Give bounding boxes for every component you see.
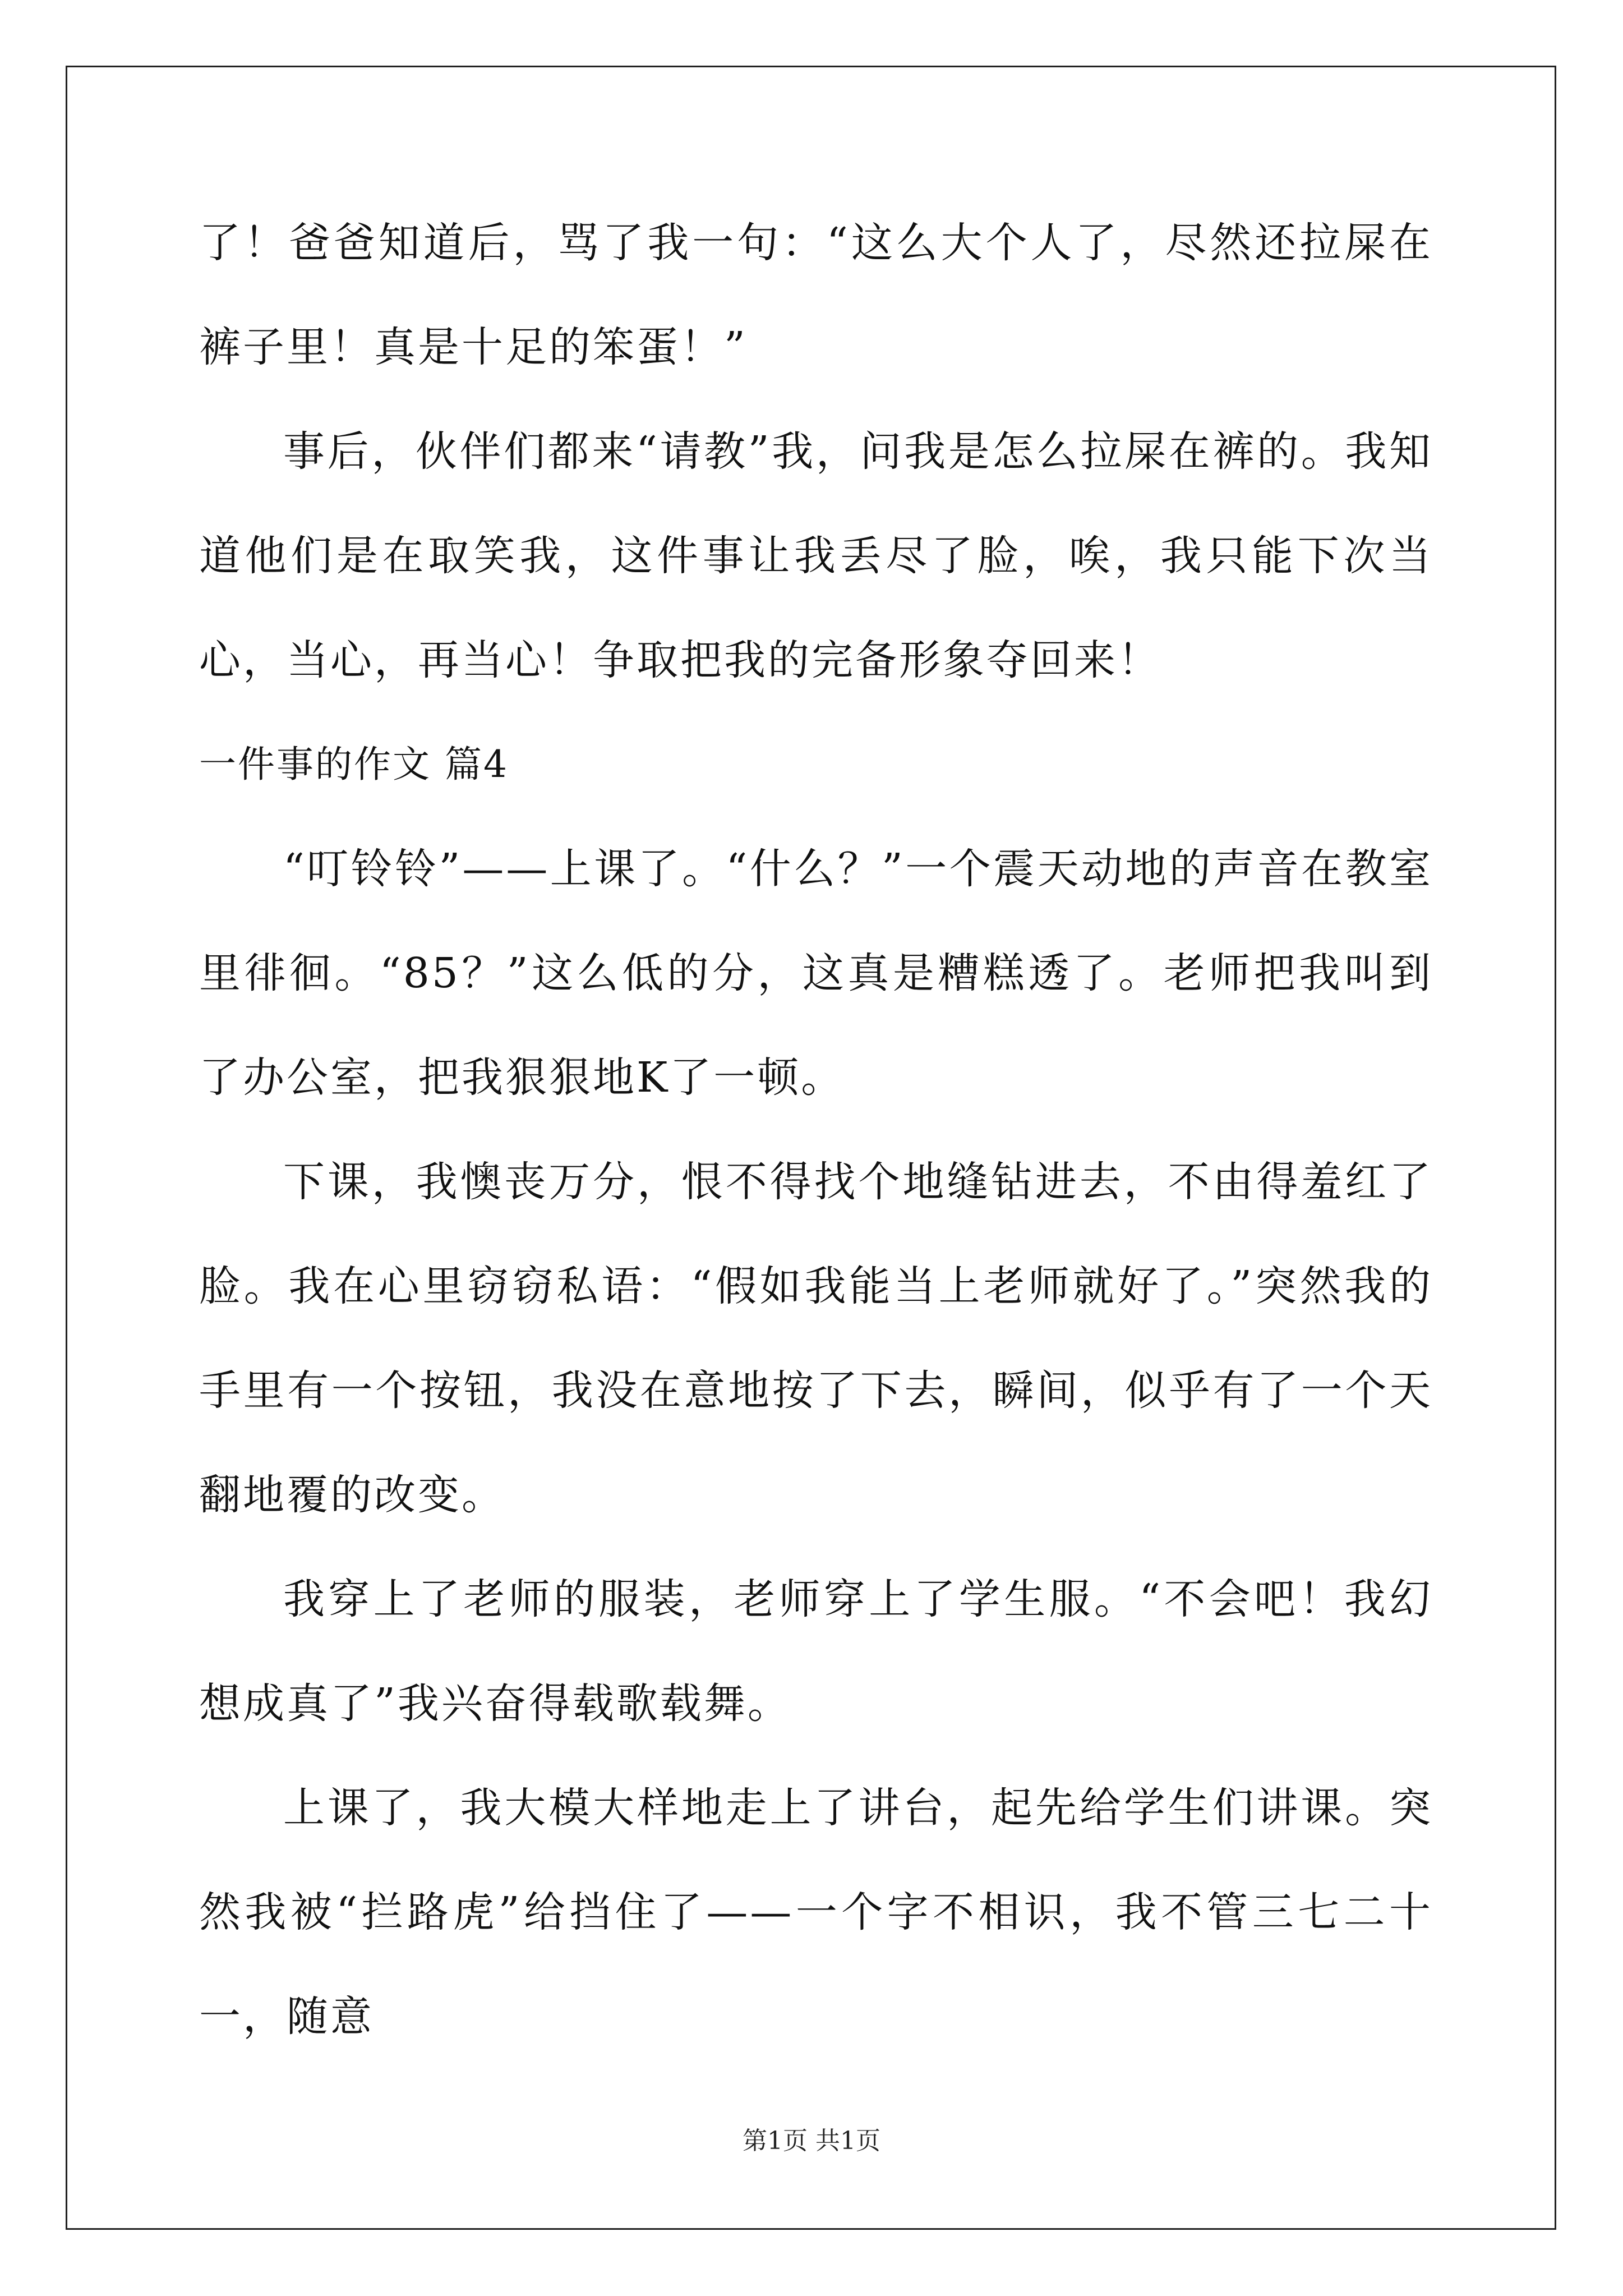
section-title: 一件事的作文 篇4 [199, 743, 509, 786]
document-body [199, 191, 1433, 2069]
section-paragraph-3: 我穿上了老师的服装，老师穿上了学生服。“不会吧！我幻想成真了”我兴奋得载歌载舞。 [199, 1575, 1433, 1728]
paragraph-2: 事后，伙伴们都来“请教”我，问我是怎么拉屎在裤的。我知道他们是在取笑我，这件事让我丢尽了脸，唉，我只能下次当心，当心，再当心！争取把我的完备形象夺回来！ [199, 427, 1433, 684]
page-footer: 第1页 共1页 [743, 2127, 880, 2155]
section-paragraph-1: “叮铃铃”——上课了。“什么？”一个震天动地的声音在教室里徘徊。“85？”这么低的分，这真是糟糕透了。老师把我叫到了办公室，把我狠狠地K了一顿。 [199, 845, 1433, 1102]
section-paragraph-2: 下课，我懊丧万分，恨不得找个地缝钻进去，不由得羞红了脸。我在心里窃窃私语：“假如我能当上老师就好了。”突然我的手里有一个按钮，我没在意地按了下去，瞬间，似乎有了一个天翻地覆的改变。 [199, 1158, 1433, 1519]
section-paragraph-4: 上课了，我大模大样地走上了讲台，起先给学生们讲课。突然我被“拦路虎”给挡住了——一个字不相识，我不管三七二十一，随意 [199, 1784, 1433, 2041]
paragraph-1: 了！爸爸知道后，骂了我一句：“这么大个人了，尽然还拉屎在裤子里！真是十足的笨蛋！” [199, 219, 1433, 371]
